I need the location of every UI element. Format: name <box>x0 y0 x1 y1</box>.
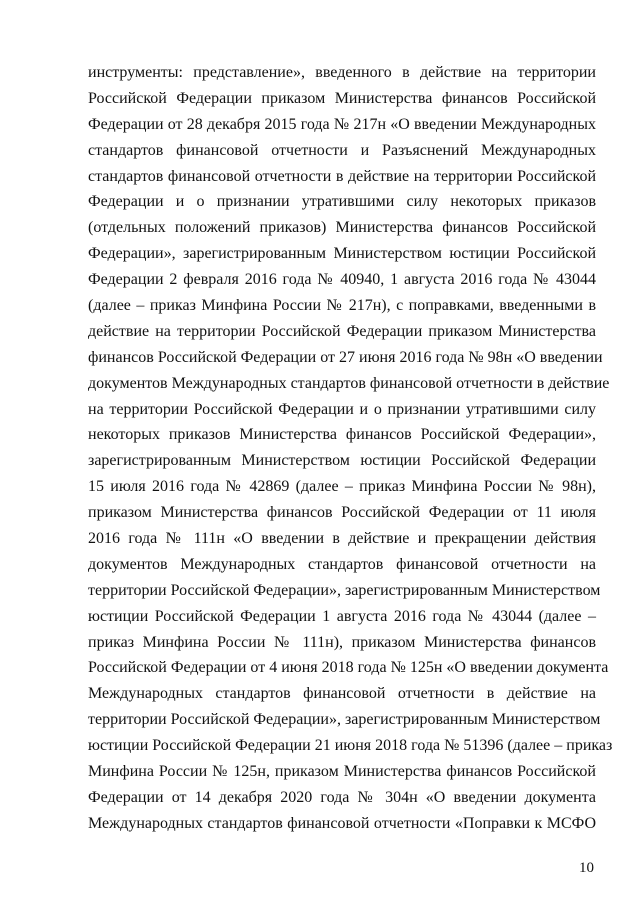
text-line: стандартов финансовой отчетности в действие на территории Российской <box>88 167 596 185</box>
text-line: действие на территории Российской Федерации приказом Министерства <box>88 322 596 340</box>
text-line: Федерации», зарегистрированным Министерством юстиции Российской <box>88 245 596 263</box>
text-line: юстиции Российской Федерации 21 июня 2018 года № 51396 (далее – приказ <box>88 737 613 755</box>
text-line: Российской Федерации приказом Министерства финансов Российской <box>88 89 596 107</box>
text-line: приказом Министерства финансов Российской Федерации от 11 июля <box>88 504 596 522</box>
text-line: 15 июля 2016 года № 42869 (далее – приказ Минфина России № 98н), <box>88 478 596 496</box>
text-line: территории Российской Федерации», зарегистрированным Министерством <box>88 581 601 599</box>
text-line: зарегистрированным Министерством юстиции Российской Федерации <box>88 452 596 470</box>
text-line: документов Международных стандартов финансовой отчетности на <box>88 555 596 573</box>
text-line: Федерации и о признании утратившими силу некоторых приказов <box>88 193 596 211</box>
text-line: 2016 года № 111н «О введении в действие и прекращении действия <box>88 530 596 548</box>
text-line: документов Международных стандартов финансовой отчетности в действие <box>88 374 610 392</box>
text-line: на территории Российской Федерации и о признании утратившими силу <box>88 400 596 418</box>
body-text <box>88 60 613 837</box>
text-line: стандартов финансовой отчетности и Разъяснений Международных <box>88 141 596 159</box>
page-number: 10 <box>579 860 594 876</box>
text-line: приказ Минфина России № 111н), приказом Министерства финансов <box>88 633 596 651</box>
text-line: территории Российской Федерации», зарегистрированным Министерством <box>88 711 601 729</box>
text-line: Федерации 2 февраля 2016 года № 40940, 1 августа 2016 года № 43044 <box>88 271 596 289</box>
text-line: (далее – приказ Минфина России № 217н), с поправками, введенными в <box>88 297 596 315</box>
text-line: Международных стандартов финансовой отчетности «Поправки к МСФО <box>88 814 596 832</box>
text-line: Российской Федерации от 4 июня 2018 года № 125н «О введении документа <box>88 659 609 677</box>
text-line: Федерации от 28 декабря 2015 года № 217н «О введении Международных <box>88 115 596 133</box>
text-line: инструменты: представление», введенного в действие на территории <box>88 64 596 81</box>
text-line: Федерации от 14 декабря 2020 года № 304н «О введении документа <box>88 788 596 806</box>
text-line: некоторых приказов Министерства финансов Российской Федерации», <box>88 426 596 444</box>
text-line: юстиции Российской Федерации 1 августа 2016 года № 43044 (далее – <box>88 607 596 625</box>
text-line: Минфина России № 125н, приказом Министерства финансов Российской <box>88 763 596 781</box>
text-line: финансов Российской Федерации от 27 июня 2016 года № 98н «О введении <box>88 348 603 366</box>
text-line: (отдельных положений приказов) Министерства финансов Российской <box>88 219 596 237</box>
text-line: Международных стандартов финансовой отчетности в действие на <box>88 685 596 703</box>
